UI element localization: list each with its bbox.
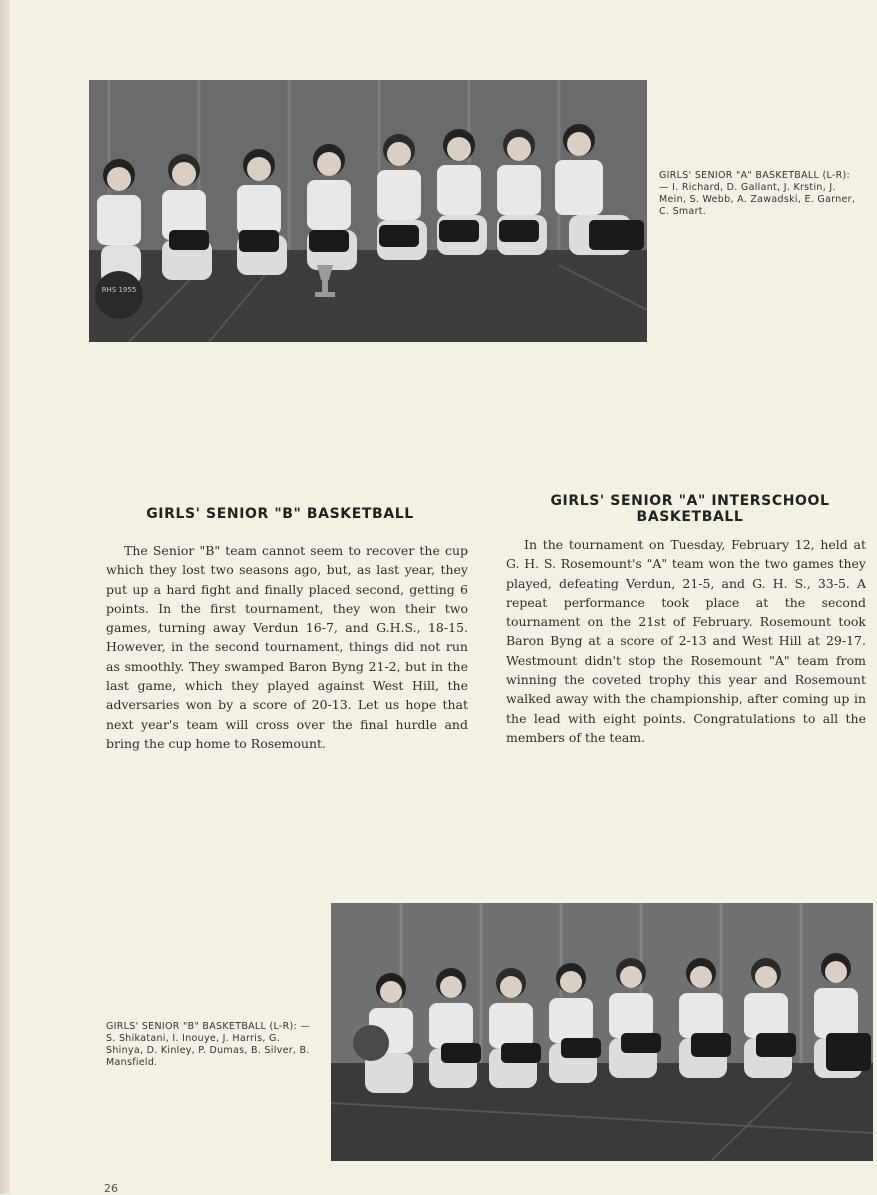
senior-a-heading-line1: GIRLS' SENIOR "A" INTERSCHOOL (550, 493, 830, 509)
senior-a-caption-title: GIRLS' SENIOR "A" BASKETBALL (659, 170, 820, 181)
page-spine (0, 0, 10, 1194)
senior-a-heading (510, 493, 870, 525)
senior-b-photo-caption (106, 1021, 312, 1069)
senior-a-body: In the tournament on Tuesday, February 12, held at G. H. S. Rosemount's "A" team won the two games they played, defeating Verdun, 21-5, and G. H. S., 33-5. A repeat performance took place at the second tournament on the 21st of February. Rosemount took Baron Byng at a score of 2-13 and West Hill at 29-17. Westmount didn't stop the Rosemount "A" team from winning the coveted trophy this year and Rosemount walked away with the championship, after coming up in the lead with eight points. Congratulations to all the members of the team. (506, 537, 866, 745)
senior-b-caption-names: (L-R): — S. Shikatani, I. Inouye, J. Harris, G. Shinya, D. Kinley, P. Dumas, B. Silver, B. Mansfield. (106, 1021, 311, 1068)
senior-b-body: The Senior "B" team cannot seem to recover the cup which they lost two seasons ago, but, as last year, they put up a hard fight and finally placed second, getting 6 points. In the first tournament, they won their two games, turning away Verdun 16-7, and G.H.S., 18-15. However, in the second tournament, things did not run as smoothly. They swamped Baron Byng 21-2, but in the last game, which they played against West Hill, the adversaries won by a score of 20-13. Let us hope that next year's team will cross over the final hurdle and bring the cup home to Rosemount. (106, 543, 468, 751)
page-number: 26 (104, 1182, 118, 1195)
ball-label: RHS 1955 (101, 286, 137, 294)
senior-a-photo-caption (659, 170, 859, 218)
senior-a-caption-names: (L-R): — I. Richard, D. Gallant, J. Krstin, J. Mein, S. Webb, A. Zawadski, E. Garner, C. Smart. (659, 170, 856, 217)
senior-b-caption-title: GIRLS' SENIOR "B" BASKETBALL (106, 1021, 267, 1032)
senior-b-heading: GIRLS' SENIOR "B" BASKETBALL (146, 506, 414, 522)
senior-a-heading-line2: BASKETBALL (636, 509, 744, 525)
senior-b-team-photo (331, 903, 873, 1161)
senior-a-team-photo (89, 80, 647, 342)
